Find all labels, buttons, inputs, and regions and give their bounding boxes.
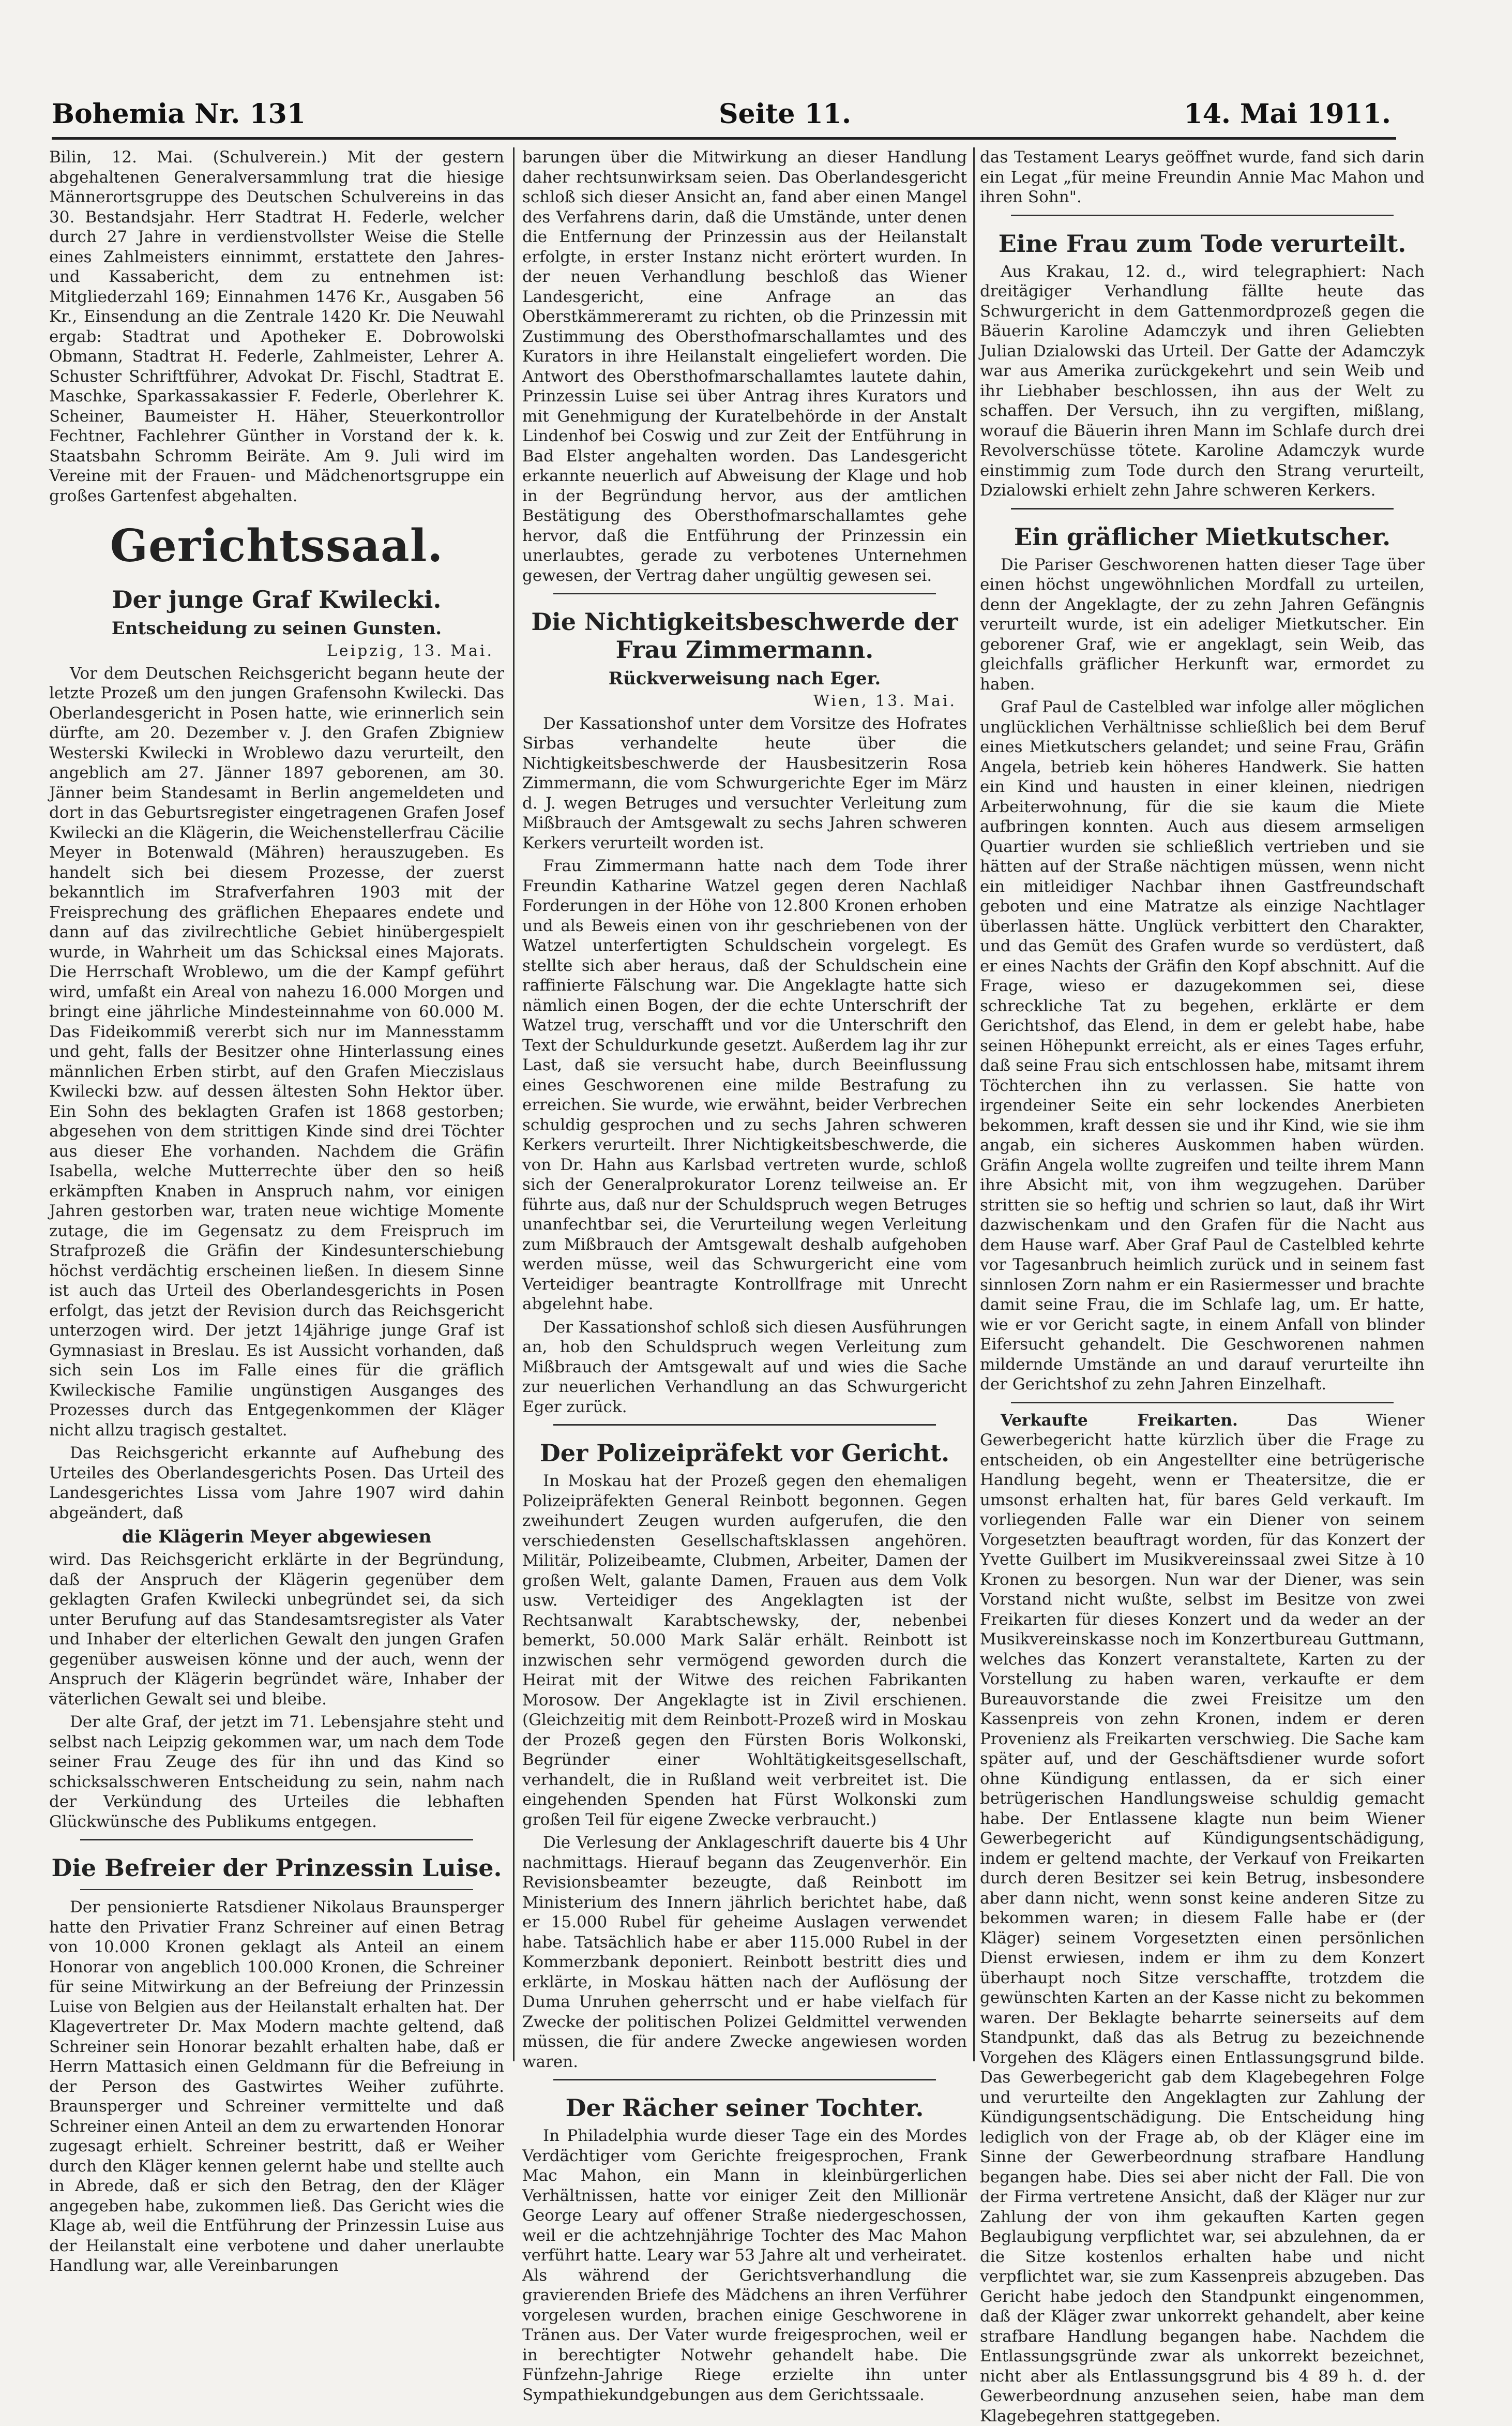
column-2 [522,147,967,2077]
article-heading-frau-zum-tode: Eine Frau zum Tode verurteilt. [980,230,1425,258]
article-heading-prinzessin-luise: Die Befreier der Prinzessin Luise. [49,1854,504,1882]
paragraph: Der Kassationshof unter dem Vorsitze des Hofrates Sirbas verhandelte heute über die Nichtigkeitsbeschwerde der Hausbesitzerin Rosa Zimmermann, die vom Schwurgerichte Eger im März d. J. wegen Betruges und versuchter Verleitung zum Mißbrauch der Amtsgewalt zu sechs Jahren schweren Kerkers verurteilt worden ist. [522,714,967,853]
issue-date: 14. Mai 1911. [1184,98,1391,130]
paragraph: In Philadelphia wurde dieser Tage ein des Mordes Verdächtiger vom Gerichte freigesprochen, Frank Mac Mahon, ein Mann in kleinbürgerlichen Verhältnissen, hatte vor einiger Zeit den Millionär George Leary auf offener Straße niedergeschossen, weil er die achtzehnjährige Tochter des Mac Mahon verführt hatte. Leary war 53 Jahre alt und verheiratet. Als während der Gerichtsverhandlung die gravierenden Briefe des Mädchens an ihren Verführer vorgelesen wurden, brachen einige Geschworene in Tränen aus. Der Vater wurde freigesprochen, weil er in berechtigter Notwehr gehandelt habe. Die Fünfzehn-Jahrige Riege erzielte ihn unter Sympathiekundgebungen aus dem Gerichtssaale. [522,2126,967,2405]
column-3 [980,147,1425,2077]
paragraph: Graf Paul de Castelbled war infolge aller möglichen unglücklichen Verhältnisse schließlich bei dem Beruf eines Mietkutschers gelandet; und seine Frau, Gräfin Angela, betrieb kein höheres Handwerk. Sie hatten ein Kind und hausten in einer kleinen, niedrigen Arbeiterwohnung, für die sie kaum die Miete aufbringen konnten. Auch aus diesem armseligen Quartier wurden sie schließlich vertrieben und sie hätten auf der Straße nächtigen müssen, wenn nicht ein mitleidiger Nachbar ihnen Gastfreundschaft geboten und eine Matratze als einzige Nachtlager überlassen hätte. Unglück verbittert den Charakter, und das Gemüt des Grafen wurde so verdüstert, daß er eines Nachts der Gräfin den Kopf abschnitt. Auf die Frage, wieso er dazugekommen sei, diese schreckliche Tat zu begehen, erklärte er dem Gerichtshof, das Elend, in dem er gelebt habe, habe seinen Höhepunkt erreicht, als er eines Tages erfuhr, daß seine Frau sich entschlossen habe, mitsamt ihrem Töchterchen ihn zu verlassen. Sie hatte von irgendeiner Seite ein sehr lockendes Anerbieten bekommen, kraft dessen sie und ihr Kind, wie sie ihm angab, ein sicheres Auskommen haben würden. Gräfin Angela wollte zugreifen und teilte ihrem Mann ihre Absicht mit, von ihm wegzugehen. Darüber stritten sie so heftig und schrien so laut, daß ihr Wirt dazwischenkam und den Grafen für die Nacht aus dem Hause warf. Aber Graf Paul de Castelbled kehrte vor Tagesanbruch heimlich zurück und in seinem fast sinnlosen Zorn nahm er ein Rasiermesser und brachte damit seine Frau, die im Schlafe lag, um. Er hatte, wie er vor Gericht sagte, in einem Anfall von blinder Eifersucht gehandelt. Die Geschworenen nahmen mildernde Umstände an und darauf verurteilte ihn der Gerichtshof zu zehn Jahren Einzelhaft. [980,697,1425,1395]
publication-issue: Bohemia Nr. 131 [52,98,306,130]
verdict-line: die Klägerin Meyer abgewiesen [49,1526,504,1548]
article-divider [80,1889,473,1890]
paragraph: Aus Krakau, 12. d., wird telegraphiert: Nach dreitägiger Verhandlung fällte heute das Schwurgericht in dem Gattenmordprozeß gegen die Bäuerin Karoline Adamczyk und ihren Geliebten Julian Dzialowski das Urteil. Der Gatte der Adamczyk war aus Amerika zurückgekehrt und sein Weib und ihr Liebhaber beschlossen, ihn aus der Welt zu schaffen. Der Versuch, ihn zu vergiften, mißlang, worauf die Bäuerin ihren Mann im Schlafe durch drei Revolverschüsse tötete. Karoline Adamczyk wurde einstimmig zum Tode durch den Strang verurteilt, Dzialowski erhielt zehn Jahre schweren Kerkers. [980,262,1425,501]
dateline-leipzig: Leipzig, 13. Mai. [49,641,494,662]
column-divider [973,147,975,2061]
paragraph: In Moskau hat der Prozeß gegen den ehemaligen Polizeipräfekten General Reinbott begonnen. Gegen zweihundert Zeugen wurden aufgerufen, die den verschiedensten Gesellschaftsklassen angehören. Militär, Polizeibeamte, Clubmen, Arbeiter, Damen der großen Welt, galante Damen, Frauen aus dem Volk usw. Verteidiger des Angeklagten ist der Rechtsanwalt Karabtschewsky, der, nebenbei bemerkt, 50.000 Mark Salär erhält. Reinbott ist inzwischen sehr vermögend geworden durch die Heirat mit der Witwe des reichen Fabrikanten Morosow. Der Angeklagte ist in Zivil erschienen. (Gleichzeitig mit dem Reinbott-Prozeß wird in Moskau der Prozeß gegen den Fürsten Boris Wolkonski, Begründer einer Wohltätigkeitsgesellschaft, verhandelt, die in Rußland weit verbreitet ist. Die eingehenden Spenden hat Fürst Wolkonski zum großen Teil für eigene Zwecke verbraucht.) [522,1471,967,1830]
article-heading-polizeipraefekt: Der Polizeipräfekt vor Gericht. [522,1439,967,1467]
paragraph: Frau Zimmermann hatte nach dem Tode ihrer Freundin Katharine Watzel gegen deren Nachlaß Forderungen in der Höhe von 12.800 Kronen erhoben und als Beweis einen von ihr geschriebenen von der Watzel unterfertigten Schuldschein vorgelegt. Es stellte sich aber heraus, daß der Schuldschein eine raffinierte Fälschung war. Die Angeklagte hatte sich nämlich einen Bogen, der die echte Unterschrift der Watzel trug, verschafft und vor die Unterschrift den Text der Schuldurkunde gesetzt. Außerdem lag ihr zur Last, daß sie versucht habe, durch Beeinflussung eines Geschworenen eine milde Bestrafung zu erreichen. Sie wurde, wie erwähnt, beider Verbrechen schuldig gesprochen und zu sechs Jahren schweren Kerkers verurteilt. Ihrer Nichtigkeitsbeschwerde, die von Dr. Hahn aus Karlsbad vertreten wurde, schloß sich der Generalprokurator Lorenz teilweise an. Er führte aus, daß nur der Schuldspruch wegen Betruges unanfechtbar sei, die Verurteilung wegen Verleitung zum Mißbrauch der Amtsgewalt deshalb aufgehoben werden müsse, weil das Schwurgericht eine vom Verteidiger beantragte Kontrollfrage mit Unrecht abgelehnt habe. [522,856,967,1314]
paragraph: Das Reichsgericht erkannte auf Aufhebung des Urteiles des Oberlandesgerichts Posen. Das Urteil des Landesgerichtes Lissa vom Jahre 1907 wird dahin abgeändert, daß [49,1443,504,1523]
article-heading-zimmermann: Die Nichtigkeitsbeschwerde der Frau Zimmermann. [522,608,967,664]
paragraph [980,1411,1425,2426]
paragraph: Vor dem Deutschen Reichsgericht begann heute der letzte Prozeß um den jungen Grafensohn Kwilecki. Das Oberlandesgericht in Posen hatte, wie erinnerlich sein dürfte, am 20. Dezember v. J. den Grafen Zbigniew Westerski Kwilecki in Wroblewo dazu verurteilt, den angeblich am 27. Jänner 1897 geborenen, am 30. Jänner beim Standesamt in Berlin angemeldeten und dort in das Geburtsregister eingetragenen Grafen Josef Kwilecki an die Klägerin, die Weichenstellerfrau Cäcilie Meyer in Botenwald (Mähren) herauszugeben. Es handelt sich bei diesem Prozesse, der zuerst bekanntlich im Strafverfahren 1903 mit der Freisprechung des gräflichen Ehepaares endete und dann auf das zivilrechtliche Gebiet hinübergespielt wurde, in Wahrheit um das Schicksal eines Majorats. Die Herrschaft Wroblewo, um die der Kampf geführt wird, umfaßt ein Areal von nahezu 16.000 Morgen und bringt eine jährliche Mindesteinnahme von 60.000 M. Das Fideikommiß vererbt sich nur im Mannesstamm und geht, falls der Besitzer ohne Hinterlassung eines männlichen Erben stirbt, auf den Grafen Mieczislaus Kwilecki bzw. auf dessen ältesten Sohn Hektor über. Ein Sohn des beklagten Grafen ist 1868 gestorben; abgesehen von dem strittigen Kinde sind drei Töchter aus dieser Ehe vorhanden. Nachdem die Gräfin Isabella, welche Mutterrechte über den so heiß erkämpften Knaben in Anspruch nahm, vor einigen Jahren gestorben war, traten neue wichtige Momente zutage, die im Gegensatz zu dem Freispruch im Strafprozeß die Gräfin der Kindesunterschiebung höchst verdächtig erscheinen ließen. In diesem Sinne ist auch das Urteil des Oberlandesgerichts in Posen erfolgt, das jetzt der Revision durch das Reichsgericht unterzogen wird. Der jetzt 14jährige junge Graf ist Gymnasiast in Breslau. Es ist Aussicht vorhanden, daß sich sein Los im Falle eines für die gräflich Kwileckische Familie ungünstigen Ausganges des Prozesses durch das Entgegenkommen der Kläger nicht allzu tragisch gestaltet. [49,664,504,1441]
paragraph: Der pensionierte Ratsdiener Nikolaus Braunsperger hatte den Privatier Franz Schreiner auf einen Betrag von 10.000 Kronen geklagt als Anteil an einem Honorar von angeblich 100.000 Kronen, die Schreiner für seine Mitwirkung an der Befreiung der Prinzessin Luise von Belgien aus der Heilanstalt erhalten hat. Der Klagevertreter Dr. Max Modern machte geltend, daß Schreiner sein Honorar bezahlt erhalten habe, daß er Herrn Mattasich einen Geldmann für die Befreiung in der Person des Gastwirtes Weiher zuführte. Braunsperger und Schreiner vermittelte und daß Schreiner einen Anteil an dem zu erwartenden Honorar zugesagt erhielt. Schreiner bestritt, daß er Weiher durch den Kläger kennen gelernt habe und stellte auch in Abrede, daß er sich den Betrag, den der Kläger angegeben habe, zukommen ließ. Das Gericht wies die Klage ab, weil die Entführung der Prinzessin Luise aus der Heilanstalt eine verbotene und daher unerlaubte Handlung war, alle Vereinbarungen [49,1897,504,2276]
column-1 [49,147,504,2077]
article-heading-raecher: Der Rächer seiner Tochter. [522,2094,967,2122]
article-heading-kwilecki: Der junge Graf Kwilecki. [49,586,504,613]
section-heading-gerichtssaal: Gerichtssaal. [49,520,504,572]
article-divider [1011,1402,1394,1403]
paragraph: Der Kassationshof schloß sich diesen Ausführungen an, hob den Schuldspruch wegen Verleitung zum Mißbrauch der Amtsgewalt auf und wies die Sache zur neuerlichen Verhandlung an das Schwurgericht Eger zurück. [522,1317,967,1417]
page-number: Seite 11. [719,98,851,130]
dateline-wien: Wien, 13. Mai. [522,692,957,712]
paragraph: Die Pariser Geschworenen hatten dieser Tage über einen höchst ungewöhnlichen Mordfall zu urteilen, denn der Angeklagte, der zu zehn Jahren Gefängnis verurteilt wurde, ist ein adeliger Mietkutscher. Ein geborener Graf, wie er angeklagt, sein Weib, das gleichfalls gräflicher Herkunft war, ermordet zu haben. [980,555,1425,695]
article-divider [553,593,936,594]
article-subheading-kwilecki: Entscheidung zu seinen Gunsten. [49,618,504,639]
article-schulverein: Bilin, 12. Mai. (Schulverein.) Mit der gestern abgehaltenen Generalversammlung trat die hiesige Männerortsgruppe des Deutschen Schulvereins in das 30. Bestandsjahr. Herr Stadtrat H. Federle, welcher durch 27 Jahre in verdienstvollster Weise die Stelle eines Zahlmeisters einnimmt, erstattete den Jahres- und Kassabericht, dem zu entnehmen ist: Mitgliederzahl 169; Einnahmen 1476 Kr., Ausgaben 56 Kr., Einsendung an die Zentrale 1420 Kr. Die Neuwahl ergab: Stadtrat und Apotheker E. Dobrowolski Obmann, Stadtrat H. Federle, Zahlmeister, Lehrer A. Schuster Schriftführer, Advokat Dr. Fischl, Stadtrat E. Maschke, Sparkassakassier F. Federle, Oberlehrer K. Scheiner, Baumeister H. Häher, Steuerkontrollor Fechtner, Fachlehrer Günther in Vorstand der k. k. Staatsbahn Schromm Beiräte. Am 9. Juli wird im Vereine mit der Frauen- und Mädchenortsgruppe ein großes Gartenfest abgehalten. [49,147,504,506]
article-body-freikarten: Das Wiener Gewerbegericht hatte kürzlich über die Frage zu entscheiden, ob ein Angestellter eine betrügerische Handlung begeht, wenn er Theatersitze, die er umsonst erhalten hat, für bares Geld verkauft. Im vorliegenden Falle war ein Diener von seinem Vorgesetzten beauftragt worden, für das Konzert der Yvette Guilbert im Musikvereinssaal zwei Sitze à 10 Kronen zu besorgen. Nun war der Diener, was sein Vorstand nicht wußte, selbst im Besitze von zwei Freikarten für dieses Konzert und da weder an der Musikvereinskasse noch im Konzertbureau Guttmann, welches das Konzert veranstaltete, Karten zu der Vorstellung zu haben waren, verkaufte er dem Bureauvorstande die zwei Freisitze um den Kassenpreis von zehn Kronen, indem er deren Provenienz als Freikarten verschwieg. Die Sache kam später auf, und der Geschäftsdiener wurde sofort ohne Kündigung entlassen, da er sich einer betrügerischen Handlungsweise schuldig gemacht habe. Der Entlassene klagte nun beim Wiener Gewerbegericht auf Kündigungsentschädigung, indem er geltend machte, der Verkauf von Freikarten durch deren Besitzer sei kein Betrug, insbesondere aber dann nicht, wenn sonst keine anderen Sitze zu bekommen waren; in diesem Falle habe er (der Kläger) seinem Vorgesetzten einen persönlichen Dienst erwiesen, indem er ihm zu dem Konzert überhaupt noch Sitze verschaffte, trotzdem die gewünschten Karten an der Kasse nicht zu bekommen waren. Der Beklagte beharrte seinerseits auf dem Standpunkt, daß das als Betrug zu bezeichnende Vorgehen des Klägers einen Entlassungsgrund bilde. Das Gewerbegericht gab dem Klagebegehren Folge und verurteilte den Angeklagten zur Zahlung der Kündigungsentschädigung. Die Entscheidung hing lediglich von der Frage ab, ob der Kläger eine im Sinne der Gewerbeordnung strafbare Handlung begangen habe. Dies sei aber nicht der Fall. Die von der Firma vertretene Ansicht, daß der Kläger nur zur Zahlung der von ihm gekauften Karten gegen Beglaubigung verpflichtet war, sei abzulehnen, da er die Sitze kostenlos erhalten habe und nicht verpflichtet war, sie zum Kassenpreis abzugeben. Das Gericht habe jedoch den Standpunkt eingenommen, daß der Kläger zwar unkorrekt gehandelt, aber keine strafbare Handlung begangen habe. Nachdem die Entlassungsgründe zwar als unkorrekt bezeichnet, nicht aber als Entlassungsgrund bis 4 89 h. d. der Gewerbeordnung anzusehen seien, habe man dem Klagebegehren stattgegeben. [980,1411,1425,2425]
article-divider [1011,508,1394,510]
paragraph: wird. Das Reichsgericht erklärte in der Begründung, daß der Anspruch der Klägerin gegenüber dem geklagten Grafen Kwilecki unbegründet sei, da sich unter Berufung auf das Standesamtsregister als Vater und Inhaber der elterlichen Gewalt den jungen Grafen gegenüber ausweisen könne und der auch, wenn der Anspruch der Klägerin begründet wäre, Inhaber der väterlichen Gewalt sei und bleibe. [49,1550,504,1709]
article-heading-mietkutscher: Ein gräflicher Mietkutscher. [980,523,1425,551]
paragraph: das Testament Learys geöffnet wurde, fand sich darin ein Legat „für meine Freundin Annie Mac Mahon und ihren Sohn". [980,147,1425,207]
article-heading-freikarten: Verkaufte Freikarten. [1001,1411,1238,1430]
header-rule [52,137,1396,140]
article-divider [1011,215,1394,216]
article-divider [80,1839,473,1840]
article-divider [553,1424,936,1426]
paragraph: barungen über die Mitwirkung an dieser Handlung daher rechtsunwirksam seien. Das Oberlandesgericht schloß sich dieser Ansicht an, fand aber einen Mangel des Verfahrens darin, daß die Umstände, unter denen die Entfernung der Prinzessin aus der Heilanstalt erfolgte, in erster Instanz nicht erörtert wurden. In der neuen Verhandlung beschloß das Wiener Landesgericht, eine Anfrage an das Oberstkämmereramt zu richten, ob die Prinzessin mit Zustimmung des Obersthofmarschallamtes und des Kurators in ihre Heilanstalt eingeliefert worden. Die Antwort des Obersthofmarschallamtes lautete dahin, Prinzessin Luise sei über Antrag ihres Kurators und mit Genehmigung der Kuratelbehörde in der Anstalt Lindenhof bei Coswig und zur Zeit der Entführung in Bad Elster angehalten worden. Das Landesgericht erkannte neuerlich auf Abweisung der Klage und hob in der Begründung hervor, aus der amtlichen Bestätigung des Obersthofmarschallamtes gehe hervor, daß die Entführung der Prinzessin ein unerlaubtes, gerade zu verbotenes Unternehmen gewesen, der Vertrag daher ungültig gewesen sei. [522,147,967,586]
paragraph: Der alte Graf, der jetzt im 71. Lebensjahre steht und selbst nach Leipzig gekommen war, um nach dem Tode seiner Frau Zeuge des für ihn und das Kind so schicksalsschweren Entscheidung zu sein, nahm nach der Verkündung des Urteiles die lebhaften Glückwünsche des Publikums entgegen. [49,1712,504,1832]
paragraph: Die Verlesung der Anklageschrift dauerte bis 4 Uhr nachmittags. Hierauf begann das Zeugenverhör. Ein Revisionsbeamter bezeugte, daß Reinbott im Ministerium des Innern jährlich berichtet habe, daß er 15.000 Rubel für geheime Auslagen verwendet habe. Tatsächlich habe er aber 115.000 Rubel in der Kommerzbank deponiert. Reinbott bestritt dies und erklärte, in Moskau hätten nach der Auflösung der Duma Unruhen geherrscht und er habe vielfach für Zwecke der politischen Polizei Geldmittel verwenden müssen, die für andere Zwecke angewiesen worden waren. [522,1833,967,2072]
column-divider [513,147,515,2061]
article-divider [553,2079,936,2080]
article-subheading-zimmermann: Rückverweisung nach Eger. [522,668,967,690]
